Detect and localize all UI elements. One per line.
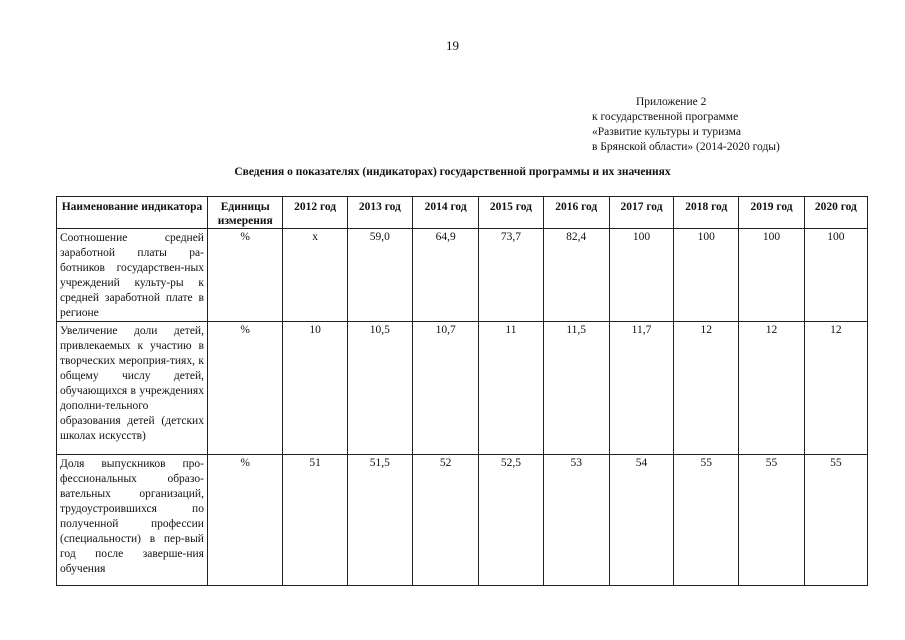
indicator-name: Доля выпускников про-фессиональных образо-вательных организаций, трудоустроившихся по полученной профессии (специальности) в пер-вый год после заверше-ния обучения <box>57 455 208 586</box>
value-2013: 10,5 <box>347 322 412 455</box>
value-2020: 100 <box>804 229 867 322</box>
value-2020: 55 <box>804 455 867 586</box>
value-2017: 54 <box>609 455 673 586</box>
header-unit: Единицы измерения <box>207 197 282 229</box>
value-2019: 100 <box>739 229 804 322</box>
header-2014: 2014 год <box>413 197 479 229</box>
header-2015: 2015 год <box>479 197 543 229</box>
value-2014: 52 <box>413 455 479 586</box>
document-title: Сведения о показателях (индикаторах) государственной программы и их значениях <box>234 166 671 178</box>
indicator-unit: % <box>207 229 282 322</box>
appendix-line-1: Приложение 2 <box>636 96 707 108</box>
value-2012: 51 <box>283 455 347 586</box>
header-2012: 2012 год <box>283 197 347 229</box>
indicators-table <box>56 196 868 586</box>
value-2016: 82,4 <box>543 229 609 322</box>
value-2018: 55 <box>674 455 739 586</box>
value-2020: 12 <box>804 322 867 455</box>
header-2016: 2016 год <box>543 197 609 229</box>
value-2014: 64,9 <box>413 229 479 322</box>
indicator-name: Соотношение средней заработной платы ра-ботников государствен-ных учреждений культу-ры к средней заработной плате в регионе <box>57 229 208 322</box>
table-header-row <box>57 197 868 229</box>
value-2015: 73,7 <box>479 229 543 322</box>
page-number: 19 <box>446 38 459 53</box>
appendix-note <box>592 95 780 155</box>
appendix-line-2: к государственной программе <box>592 111 739 123</box>
value-2018: 12 <box>674 322 739 455</box>
value-2018: 100 <box>674 229 739 322</box>
header-indicator-name: Наименование индикатора <box>57 197 208 229</box>
indicator-unit: % <box>207 455 282 586</box>
value-2015: 11 <box>479 322 543 455</box>
header-2020: 2020 год <box>804 197 867 229</box>
appendix-line-3: «Развитие культуры и туризма <box>592 126 741 138</box>
value-2016: 53 <box>543 455 609 586</box>
table-row <box>57 455 868 586</box>
table-row <box>57 229 868 322</box>
header-2013: 2013 год <box>347 197 412 229</box>
header-2018: 2018 год <box>674 197 739 229</box>
indicator-unit: % <box>207 322 282 455</box>
value-2017: 100 <box>609 229 673 322</box>
value-2015: 52,5 <box>479 455 543 586</box>
value-2012: x <box>283 229 347 322</box>
value-2016: 11,5 <box>543 322 609 455</box>
header-2019: 2019 год <box>739 197 804 229</box>
value-2019: 12 <box>739 322 804 455</box>
value-2012: 10 <box>283 322 347 455</box>
value-2013: 51,5 <box>347 455 412 586</box>
value-2019: 55 <box>739 455 804 586</box>
appendix-line-4: в Брянской области» (2014-2020 годы) <box>592 141 780 153</box>
table-row <box>57 322 868 455</box>
value-2013: 59,0 <box>347 229 412 322</box>
header-2017: 2017 год <box>609 197 673 229</box>
value-2017: 11,7 <box>609 322 673 455</box>
indicator-name: Увеличение доли детей, привлекаемых к участию в творческих мероприя-тиях, к общему числу детей, обучающихся в учреждениях дополни-тельного образования детей (детских школах искусств) <box>57 322 208 455</box>
value-2014: 10,7 <box>413 322 479 455</box>
